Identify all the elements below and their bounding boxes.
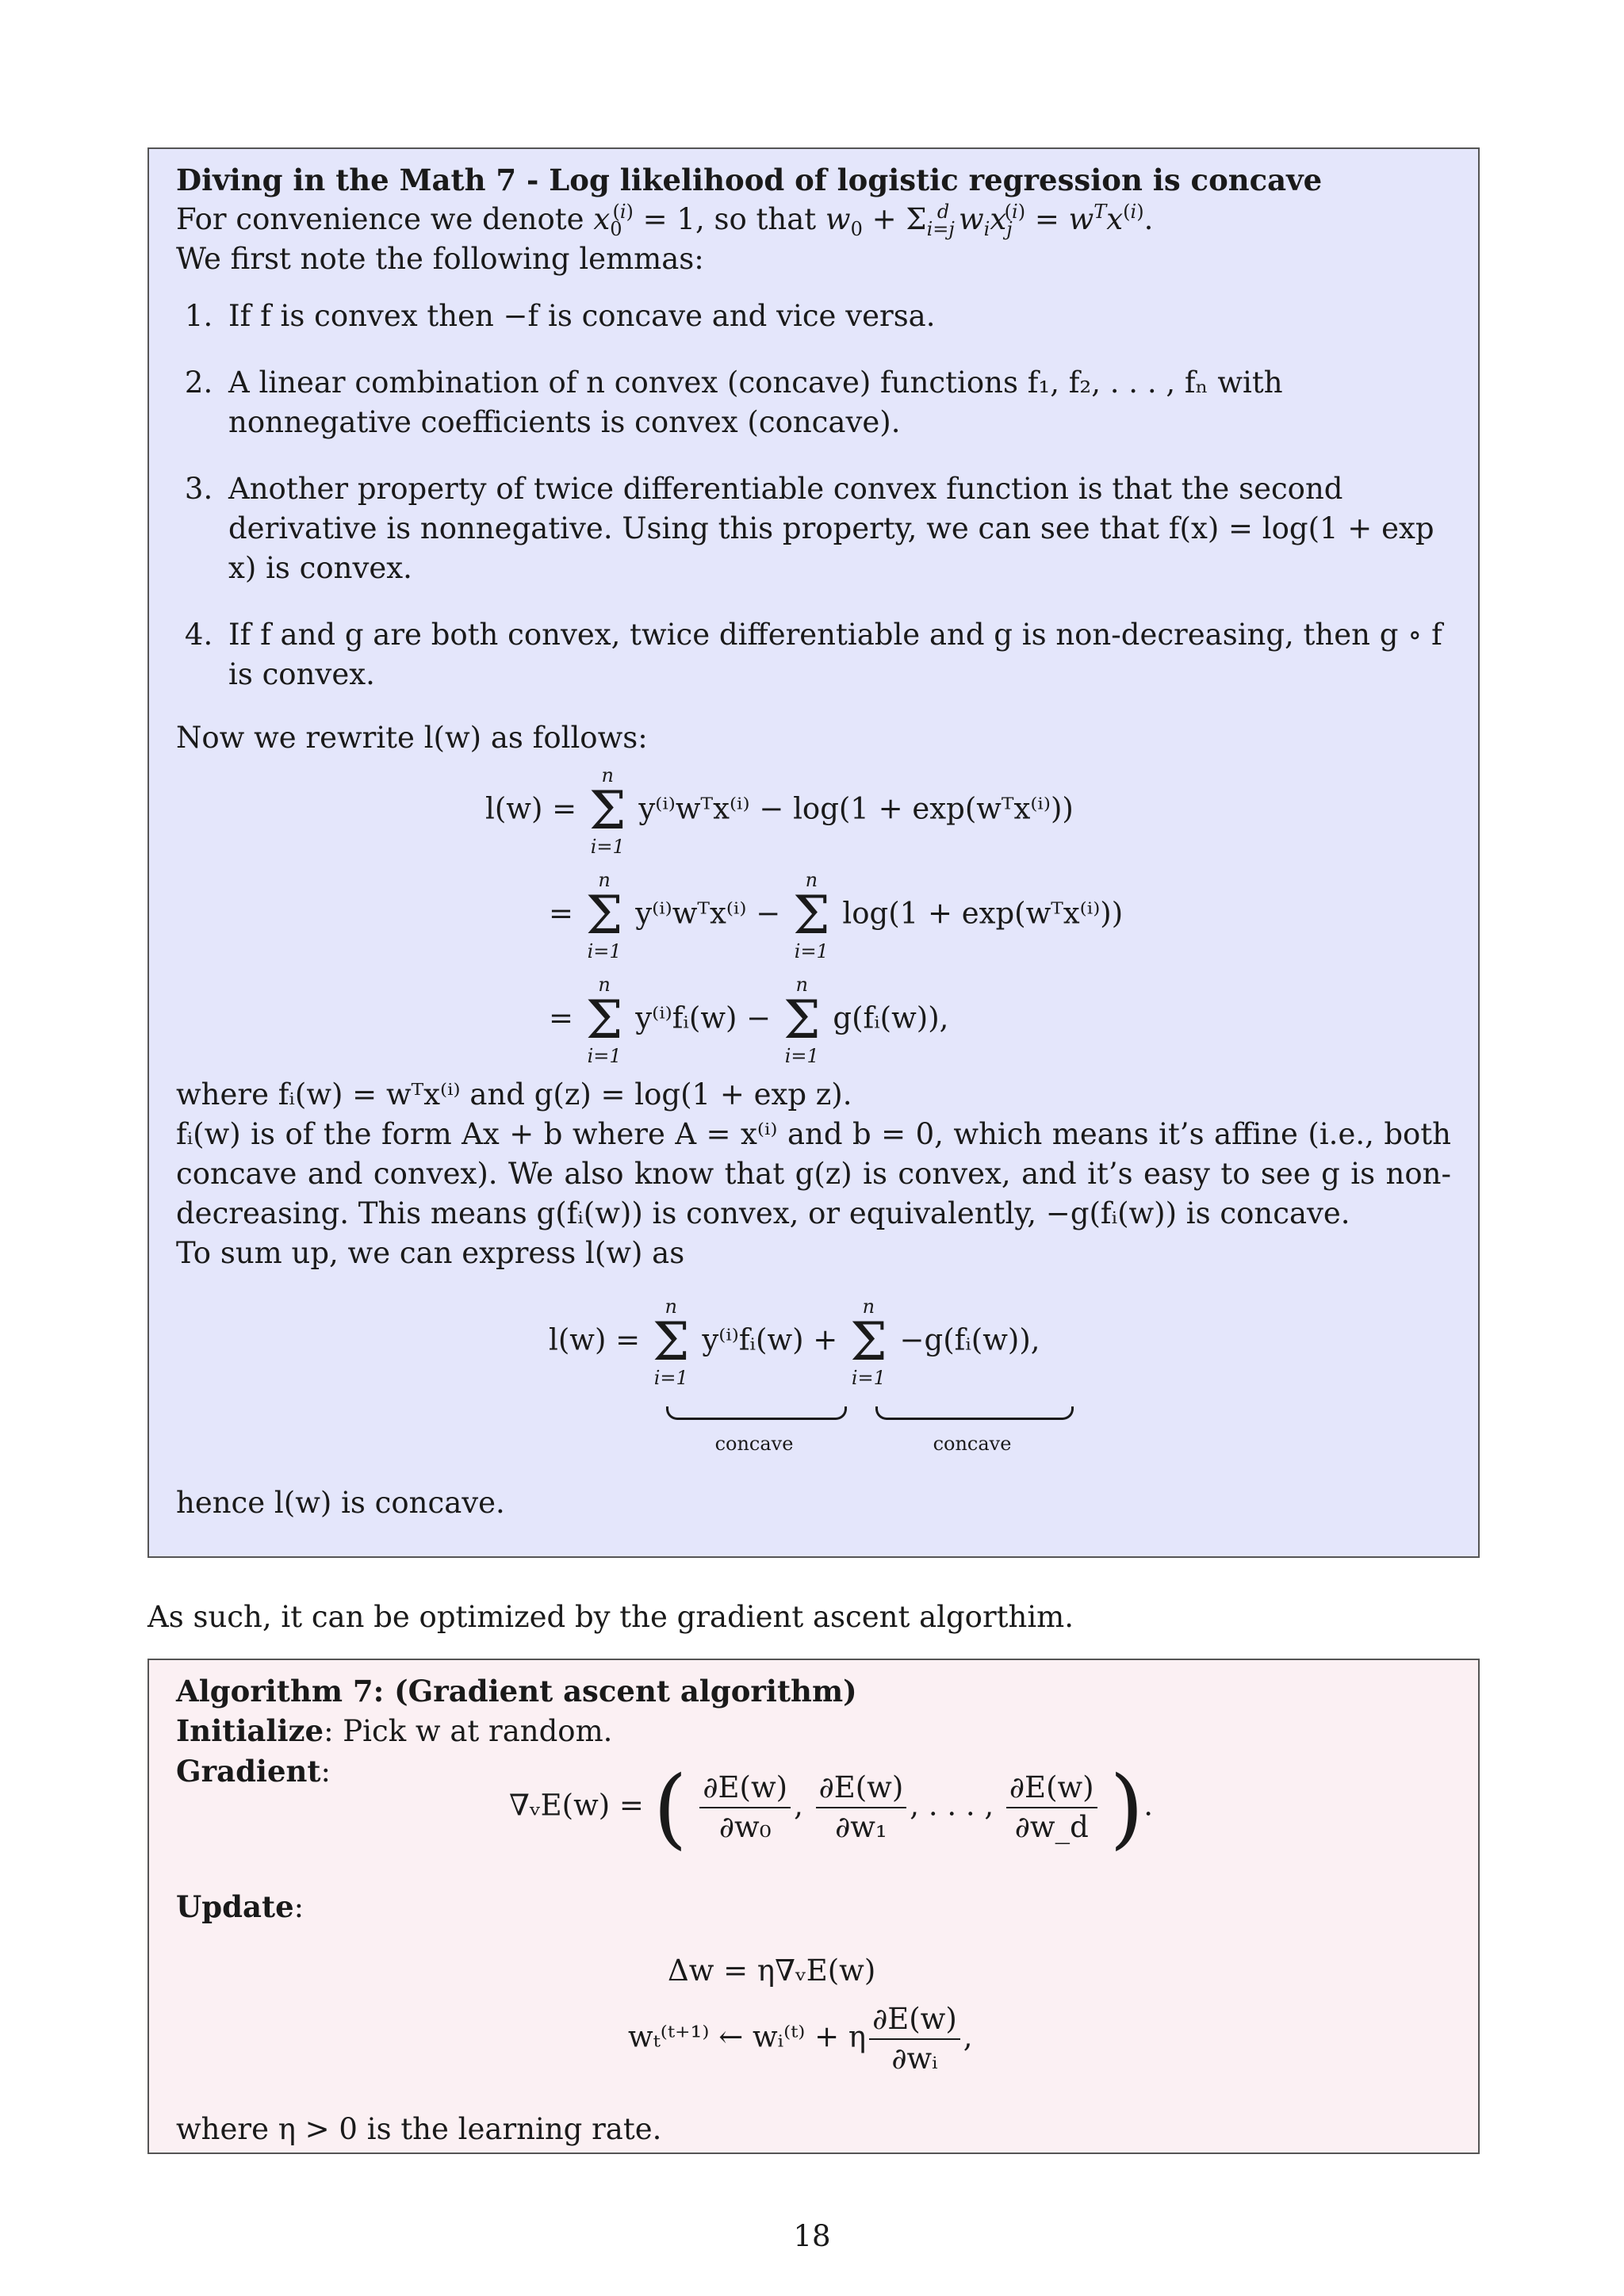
brace-label-right: concave (933, 1433, 1012, 1455)
sum-symbol: n Σ i=1 (585, 974, 623, 1067)
sum-symbol: n Σ i=1 (585, 869, 623, 962)
equation-block (176, 758, 1451, 1075)
brace-label-left: concave (714, 1433, 794, 1455)
eq-row-2: = n Σ i=1 y⁽ⁱ⁾wᵀx⁽ⁱ⁾ − n Σ i=1 log(1 + exp(wᵀx⁽ⁱ⁾)) (549, 869, 1124, 962)
math-box-title: Diving in the Math 7 - Log likelihood of logistic regression is concave (176, 163, 1323, 197)
eq-row-3: = n Σ i=1 y⁽ⁱ⁾fᵢ(w) − n Σ i=1 g(fᵢ(w)), (549, 974, 949, 1067)
affine-paragraph: fᵢ(w) is of the form Ax + b where A = x⁽ⁱ⁾ and b = 0, which means it’s affine (i.e., both concave and convex). We also know that g(z) is convex, and it’s easy to see g is non-decreasing. This means g(fᵢ(w)) is convex, or equivalently, −g(fᵢ(w)) is concave. (176, 1117, 1451, 1230)
rewrite-text: Now we rewrite l(w) as follows: (176, 721, 648, 755)
lemma-list (176, 297, 1451, 695)
page-number: 18 (793, 2219, 831, 2253)
update-line: Update: (176, 1889, 304, 1924)
sum-symbol: n Σ i=1 (783, 974, 821, 1067)
lemma-item: 1. If f is convex then −f is concave and vice versa. (222, 297, 1451, 336)
fraction: $\frac{\partial E(w)}{\text{∂w₁}}$ (816, 1769, 907, 1846)
sumup-text: To sum up, we can express l(w) as (176, 1236, 685, 1270)
initialize-line: Initialize: Pick w at random. (176, 1713, 613, 1748)
sum-symbol: n Σ i=1 (850, 1295, 887, 1389)
eq-row-1: l(w) = n Σ i=1 y⁽ⁱ⁾wᵀx⁽ⁱ⁾ − log(1 + exp(wᵀx⁽ⁱ⁾)) (485, 764, 1074, 858)
intro-line: For convenience we denote $x_0^{(i)} = 1$, so that $w_0 + \Sigma_{i=j}^d$ $w_ix_j^{(i)} = w^Tx^{(i)}$. (176, 201, 1154, 240)
lemma-intro: We first note the following lemmas: (176, 242, 704, 276)
update-equation: Δw = η∇ᵥE(w) wₜ⁽ᵗ⁺¹⁾ ← wᵢ⁽ᵗ⁾ + η $\frac{\partial E(w)}{\text{∂wᵢ}}$ , (176, 1927, 1451, 2110)
algorithm-title: Algorithm 7: (Gradient ascent algorithm) (176, 1674, 857, 1709)
after-box-text: As such, it can be optimized by the gradient ascent algorthim. (147, 1600, 1074, 1634)
lemma-item: 4. If f and g are both convex, twice differentiable and g is non-decreasing, then g ∘ f is convex. (222, 615, 1451, 695)
gradient-line: Gradient: (176, 1754, 331, 1789)
sum-symbol: n Σ i=1 (652, 1295, 690, 1389)
sum-symbol: n Σ i=1 (588, 764, 626, 858)
where-text: where fᵢ(w) = wᵀx⁽ⁱ⁾ and g(z) = log(1 + exp z). (176, 1077, 852, 1112)
final-equation: l(w) = n Σ i=1 y⁽ⁱ⁾fᵢ(w) + n Σ i=1 −g(fᵢ(w)), concave concave (176, 1273, 1451, 1483)
underbrace-left (666, 1406, 847, 1420)
lemma-item: 2. A linear combination of n convex (concave) functions f₁, f₂, . . . , fₙ with nonnegative coefficients is convex (concave). (222, 363, 1451, 442)
fraction: $\frac{\partial E(w)}{\partial w\_d}$ (1006, 1769, 1097, 1846)
underbrace-right (875, 1406, 1074, 1420)
lemma-item: 3. Another property of twice differentiable convex function is that the second derivative is nonnegative. Using this property, we can see that f(x) = log(1 + exp x) is convex. (222, 469, 1451, 588)
sum-symbol: n Σ i=1 (792, 869, 830, 962)
fraction: $\frac{\partial E(w)}{\text{∂wᵢ}}$ (869, 2000, 960, 2078)
learning-rate-text: where η > 0 is the learning rate. (176, 2112, 662, 2146)
algorithm-box (147, 1659, 1480, 2154)
conclusion-text: hence l(w) is concave. (176, 1486, 505, 1520)
fraction: $\frac{\partial E(w)}{\text{∂w₀}}$ (699, 1769, 791, 1846)
math-box (147, 147, 1480, 1558)
gradient-equation: ∇ᵥE(w) = ( $\frac{\partial E(w)}{\text{∂w₀}}$ , $\frac{\partial E(w)}{\text{∂w₁}}$ , . . . , $\frac{\partial E(w)}{\partial w\_d}$ ). (509, 1757, 1154, 1858)
